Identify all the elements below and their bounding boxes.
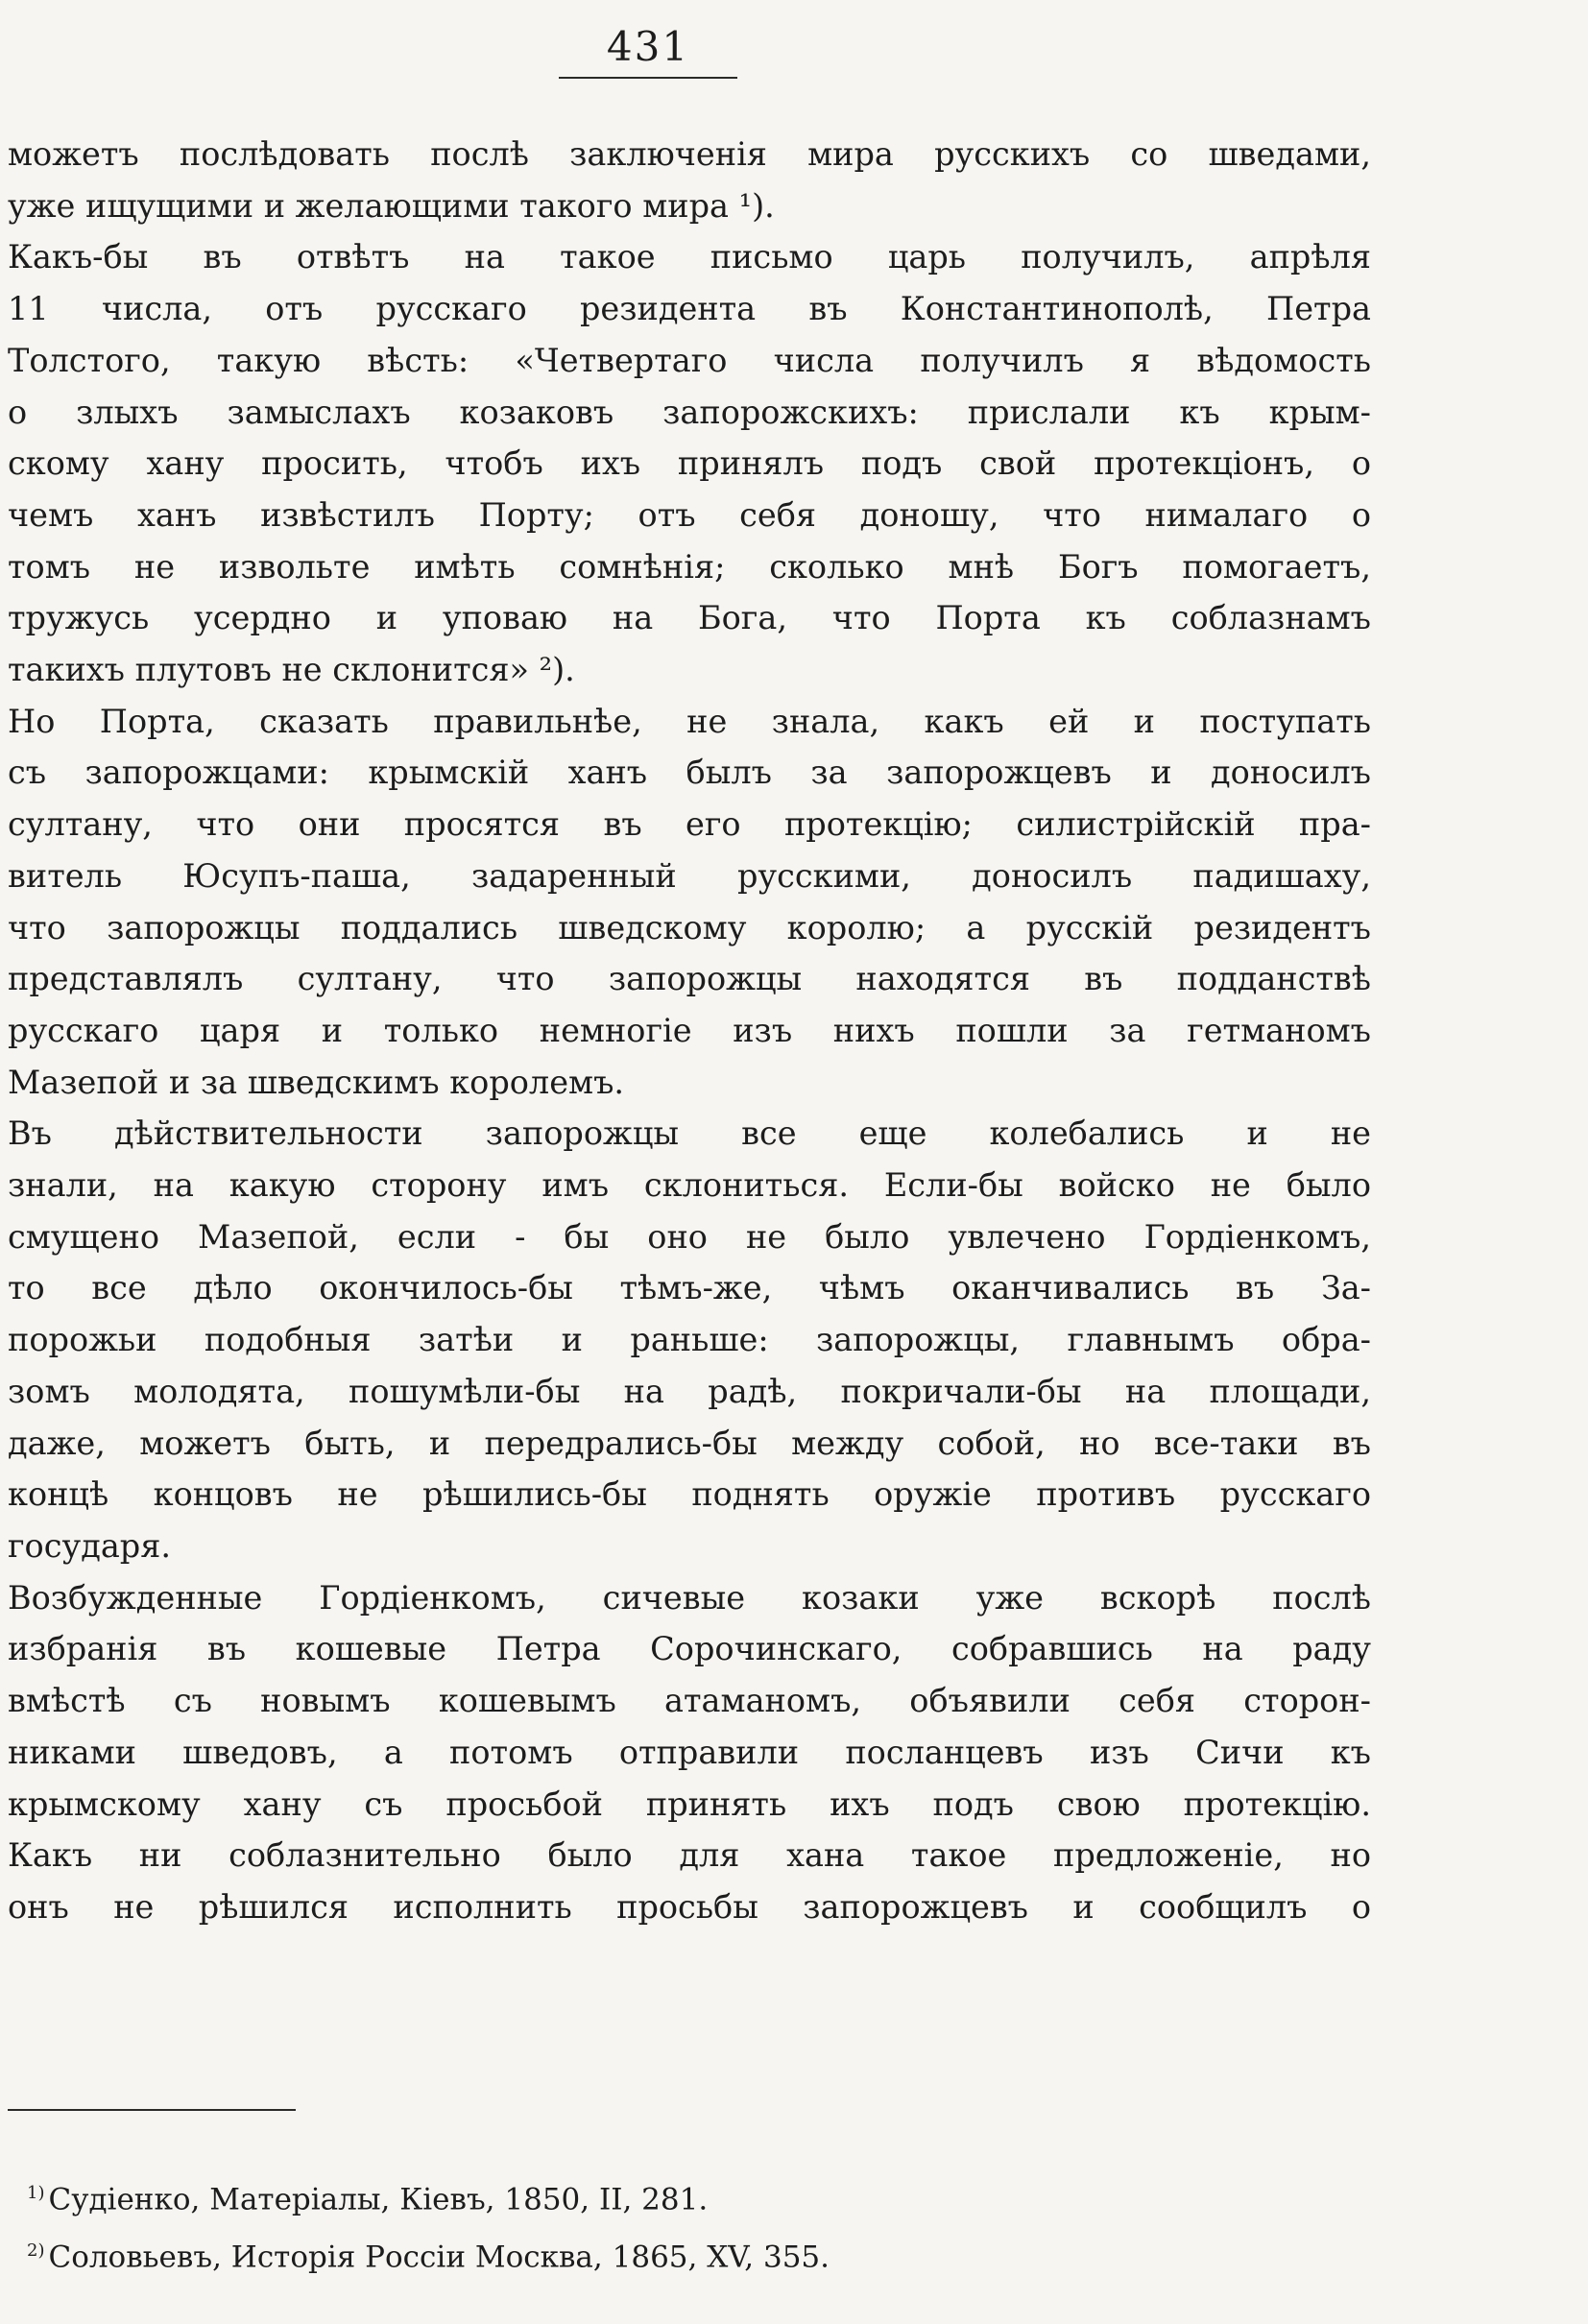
text-line: порожьи подобныя затѣи и раньше: запорожцы, главнымъ обра- [8, 1321, 1371, 1359]
text-line: государя. [8, 1526, 172, 1565]
text-line: Толстого, такую вѣсть: «Четвертаго числа получилъ я вѣдомость [8, 341, 1371, 379]
page-number-rule [559, 77, 737, 79]
text-line: тружусь усердно и уповаю на Бога, что Порта къ соблазнамъ [8, 599, 1371, 637]
text-line: Но Порта, сказать правильнѣе, не знала, какъ ей и поступать [8, 702, 1371, 740]
text-line: уже ищущими и желающими такого мира ¹). [8, 186, 775, 225]
text-line: вмѣстѣ съ новымъ кошевымъ атаманомъ, объявили себя сторон- [8, 1682, 1371, 1720]
text-line: смущено Мазепой, если - бы оно не было увлечено Гордіенкомъ, [8, 1217, 1371, 1256]
footnote-mark: 1) [27, 2183, 45, 2203]
text-line: что запорожцы поддались шведскому королю; а русскій резидентъ [8, 908, 1371, 946]
text-line: Мазепой и за шведскимъ королемъ. [8, 1063, 625, 1101]
text-line: даже, можетъ быть, и передрались-бы между собой, но все-таки въ [8, 1424, 1371, 1462]
text-line: избранія въ кошевые Петра Сорочинскаго, собравшись на раду [8, 1630, 1371, 1668]
footnotes [27, 2168, 1179, 2284]
text-line: томъ не извольте имѣть сомнѣнія; сколько мнѣ Богъ помогаетъ, [8, 547, 1371, 586]
text-line: султану, что они просятся въ его протекцію; силистрійскій пра- [8, 805, 1371, 844]
text-line: концѣ концовъ не рѣшились-бы поднять оружіе противъ русскаго [8, 1475, 1371, 1514]
footnote-2 [27, 2225, 1179, 2283]
text-line: зомъ молодята, пошумѣли-бы на радѣ, покричали-бы на площади, [8, 1372, 1371, 1410]
text-line: можетъ послѣдовать послѣ заключенія мира русскихъ со шведами, [8, 135, 1371, 173]
text-line: такихъ плутовъ не склонится» ²). [8, 651, 575, 689]
text-line: крымскому хану съ просьбой принять ихъ подъ свою протекцію. [8, 1785, 1371, 1823]
text-line: о злыхъ замыслахъ козаковъ запорожскихъ: прислали къ крым- [8, 393, 1371, 431]
text-line: представлялъ султану, что запорожцы находятся въ подданствѣ [8, 960, 1371, 998]
text-line: витель Юсупъ-паша, задаренный русскими, доносилъ падишаху, [8, 856, 1371, 895]
text-line: никами шведовъ, а потомъ отправили посланцевъ изъ Сичи къ [8, 1733, 1371, 1771]
footnote-text: Судіенко, Матеріалы, Кіевъ, 1850, II, 281. [48, 2182, 709, 2217]
text-line: русскаго царя и только немногіе изъ нихъ пошли за гетманомъ [8, 1011, 1371, 1049]
page-number: 431 [606, 23, 690, 70]
footnote-mark: 2) [27, 2240, 45, 2262]
text-line: знали, на какую сторону имъ склониться. Если-бы войско не было [8, 1166, 1371, 1205]
text-line: то все дѣло окончилось-бы тѣмъ-же, чѣмъ оканчивались въ За- [8, 1269, 1371, 1307]
text-line: Какъ-бы въ отвѣтъ на такое письмо царь получилъ, апрѣля [8, 238, 1371, 276]
body-text [8, 129, 1371, 1933]
text-line: онъ не рѣшился исполнить просьбы запорожцевъ и сообщилъ о [8, 1887, 1371, 1926]
text-line: Возбужденные Гордіенкомъ, сичевые козаки уже вскорѣ послѣ [8, 1578, 1371, 1617]
text-line: Какъ ни соблазнительно было для хана такое предложеніе, но [8, 1836, 1371, 1875]
text-line: скому хану просить, чтобъ ихъ принялъ подъ свой протекціонъ, о [8, 444, 1371, 483]
footnote-rule [8, 2109, 296, 2111]
text-line: съ запорожцами: крымскій ханъ былъ за запорожцевъ и доносилъ [8, 754, 1371, 792]
text-line: Въ дѣйствительности запорожцы все еще колебались и не [8, 1114, 1371, 1153]
footnote-text: Соловьевъ, Исторія Россіи Москва, 1865, XV, 355. [48, 2240, 830, 2275]
text-line: чемъ ханъ извѣстилъ Порту; отъ себя доношу, что нималаго о [8, 495, 1371, 534]
text-line: 11 числа, отъ русскаго резидента въ Константинополѣ, Петра [8, 290, 1371, 328]
footnote-1 [27, 2168, 1179, 2225]
